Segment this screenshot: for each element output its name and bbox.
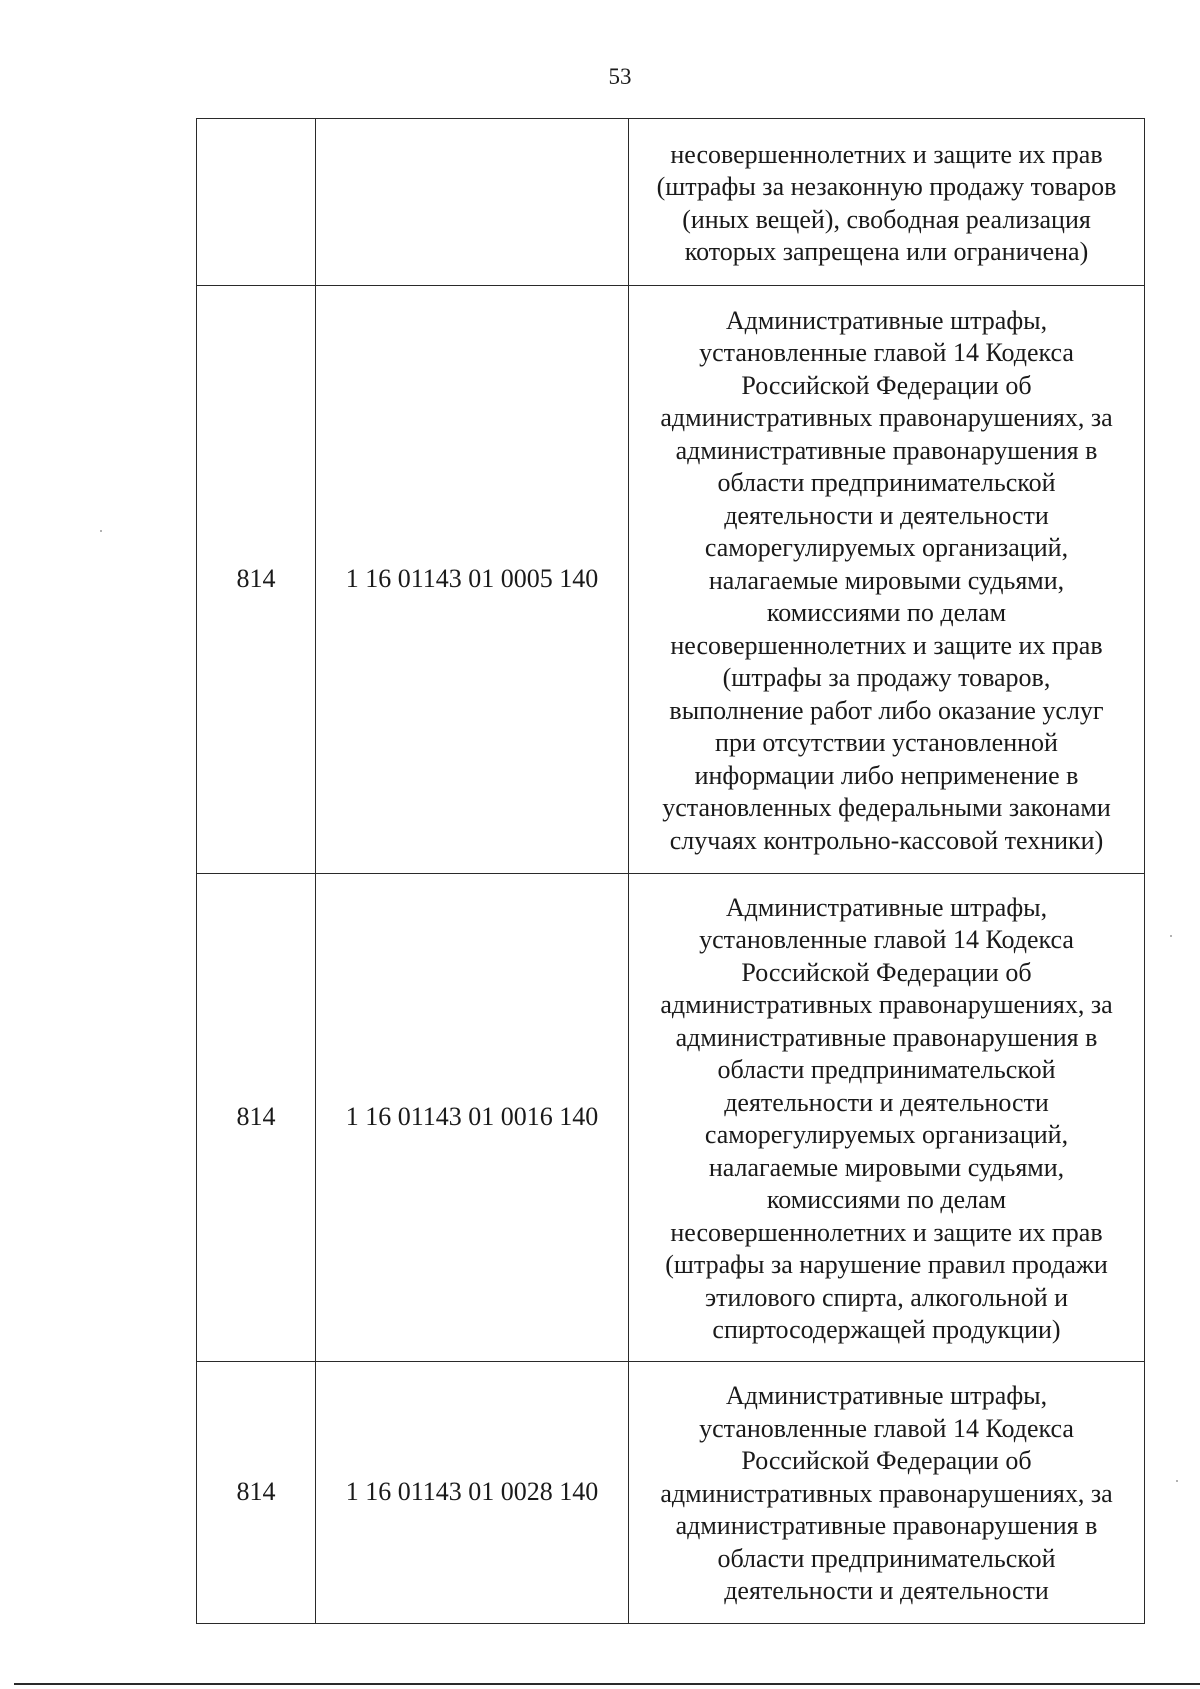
scan-speck <box>100 530 102 532</box>
kbk-code-cell: 1 16 01143 01 0016 140 <box>316 874 629 1362</box>
kbk-code-cell: 1 16 01143 01 0028 140 <box>316 1362 629 1624</box>
description-cell: Административные штрафы, установленные главой 14 Кодекса Российской Федерации об административных правонарушениях, за административные правонарушения в области предпринимательской деятельности и деятельности саморегулируемых организаций, налагаемые мировыми судьями, комиссиями по делам несовершеннолетних и защите их прав (штрафы за нарушение правил продажи этилового спирта, алкогольной и спиртосодержащей продукции) <box>629 874 1145 1362</box>
footer-rule <box>14 1683 1200 1685</box>
admin-code-cell: 814 <box>197 874 316 1362</box>
table-row <box>197 1362 1145 1624</box>
admin-code-cell: 814 <box>197 286 316 874</box>
budget-codes-table <box>196 118 1145 1624</box>
table-row <box>197 119 1145 286</box>
description-cell: несовершеннолетних и защите их прав (штрафы за незаконную продажу товаров (иных вещей), свободная реализация которых запрещена или ограничена) <box>629 119 1145 286</box>
admin-code-cell: 814 <box>197 1362 316 1624</box>
kbk-code-cell: 1 16 01143 01 0005 140 <box>316 286 629 874</box>
kbk-code-cell <box>316 119 629 286</box>
scan-speck <box>1170 935 1172 937</box>
table-row <box>197 286 1145 874</box>
scan-speck <box>1176 1480 1178 1482</box>
admin-code-cell <box>197 119 316 286</box>
page-number: 53 <box>608 64 632 89</box>
table-row <box>197 874 1145 1362</box>
description-cell: Административные штрафы, установленные главой 14 Кодекса Российской Федерации об административных правонарушениях, за административные правонарушения в области предпринимательской деятельности и деятельности <box>629 1362 1145 1624</box>
description-cell: Административные штрафы, установленные главой 14 Кодекса Российской Федерации об административных правонарушениях, за административные правонарушения в области предпринимательской деятельности и деятельности саморегулируемых организаций, налагаемые мировыми судьями, комиссиями по делам несовершеннолетних и защите их прав (штрафы за продажу товаров, выполнение работ либо оказание услуг при отсутствии установленной информации либо неприменение в установленных федеральными законами случаях контрольно-кассовой техники) <box>629 286 1145 874</box>
